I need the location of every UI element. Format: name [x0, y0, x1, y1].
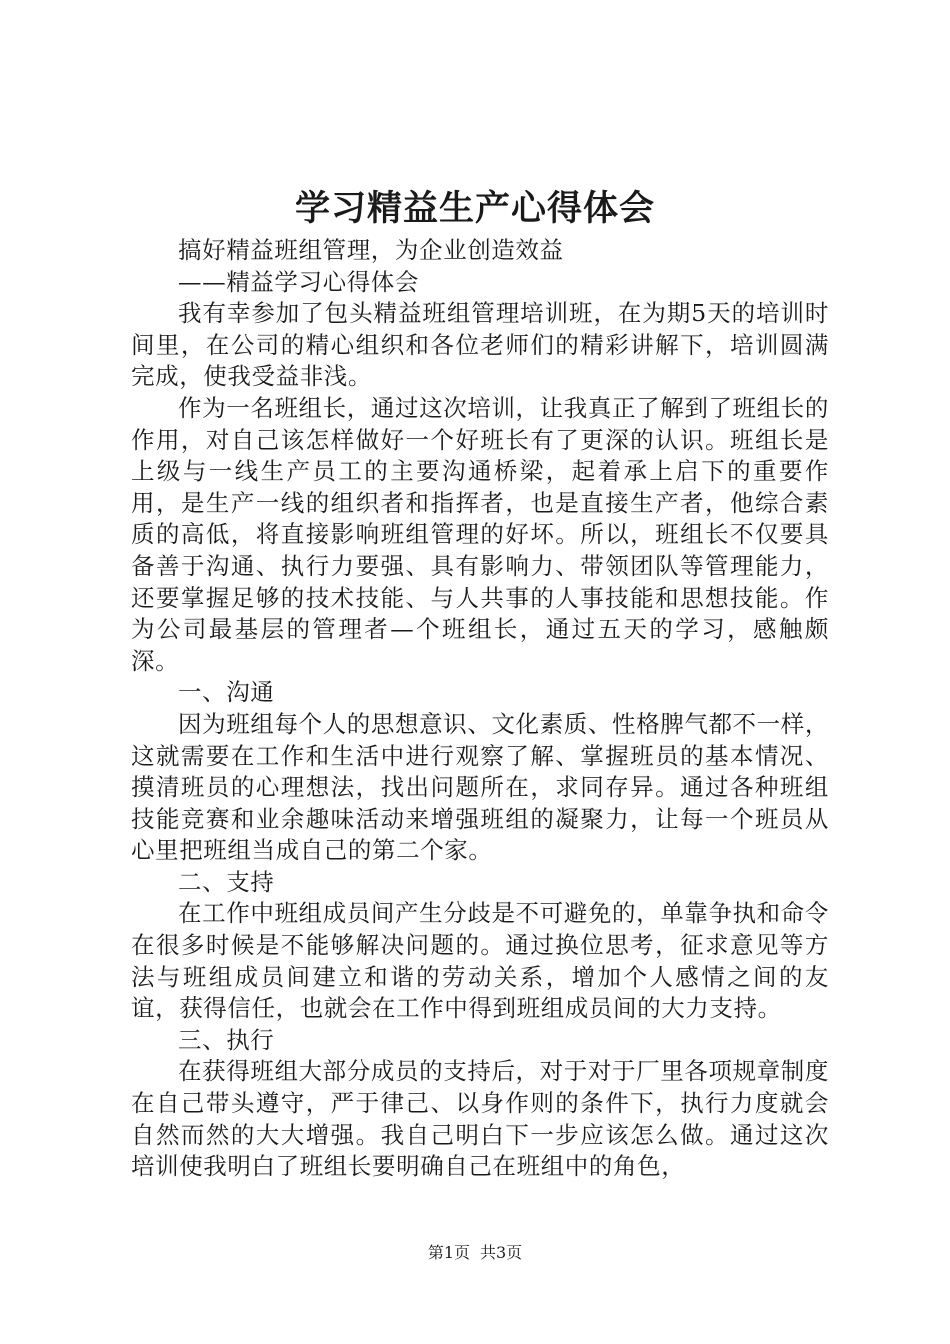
paragraph-communication: 因为班组每个人的思想意识、文化素质、性格脾气都不一样，这就需要在工作和生活中进行观察了解、掌握班员的基本情况、摸清班员的心理想法，找出问题所在，求同存异。通过各种班组技能竞赛和业余趣味活动来增强班组的凝聚力，让每一个班员从心里把班组当成自己的第二个家。 [131, 709, 829, 865]
paragraph-intro: 我有幸参加了包头精益班组管理培训班，在为期5天的培训时间里，在公司的精心组织和各位老师们的精彩讲解下，培训圆满完成，使我受益非浅。 [131, 299, 829, 391]
paragraph-support: 在工作中班组成员间产生分歧是不可避免的，单靠争执和命令在很多时候是不能够解决问题的。通过换位思考，征求意见等方法与班组成员间建立和谐的劳动关系，增加个人感情之间的友谊，获得信任，也就会在工作中得到班组成员间的大力支持。 [131, 899, 829, 1023]
paragraph-execution: 在获得班组大部分成员的支持后，对于对于厂里各项规章制度在自己带头遵守，严于律己、以身作则的条件下，执行力度就会自然而然的大大增强。我自己明白下一步应该怎么做。通过这次培训使我明白了班组长要明确自己在班组中的角色， [131, 1057, 829, 1181]
section-heading-communication: 一、沟通 [178, 678, 275, 707]
document-title: 学习精益生产心得体会 [294, 189, 655, 229]
subtitle-line: 搞好精益班组管理，为企业创造效益 [178, 236, 564, 264]
subtitle-dash-line: ——精益学习心得体会 [178, 267, 419, 296]
page-total: 共3页 [480, 1243, 523, 1262]
section-heading-support: 二、支持 [178, 867, 275, 896]
paragraph-role: 作为一名班组长，通过这次培训，让我真正了解到了班组长的作用，对自己该怎样做好一个好班长有了更深的认识。班组长是上级与一线生产员工的主要沟通桥梁，起着承上启下的重要作用，是生产一线的组织者和指挥者，也是直接生产者，他综合素质的高低，将直接影响班组管理的好坏。所以，班组长不仅要具备善于沟通、执行力要强、具有影响力、带领团队等管理能力，还要掌握足够的技术技能、与人共事的人事技能和思想技能。作为公司最基层的管理者—个班组长，通过五天的学习，感触颇深。 [131, 393, 829, 675]
page-number: 第1页 [427, 1243, 470, 1262]
document-body [131, 235, 829, 1183]
section-heading-execution: 三、执行 [178, 1025, 275, 1054]
page-footer [0, 1241, 950, 1265]
